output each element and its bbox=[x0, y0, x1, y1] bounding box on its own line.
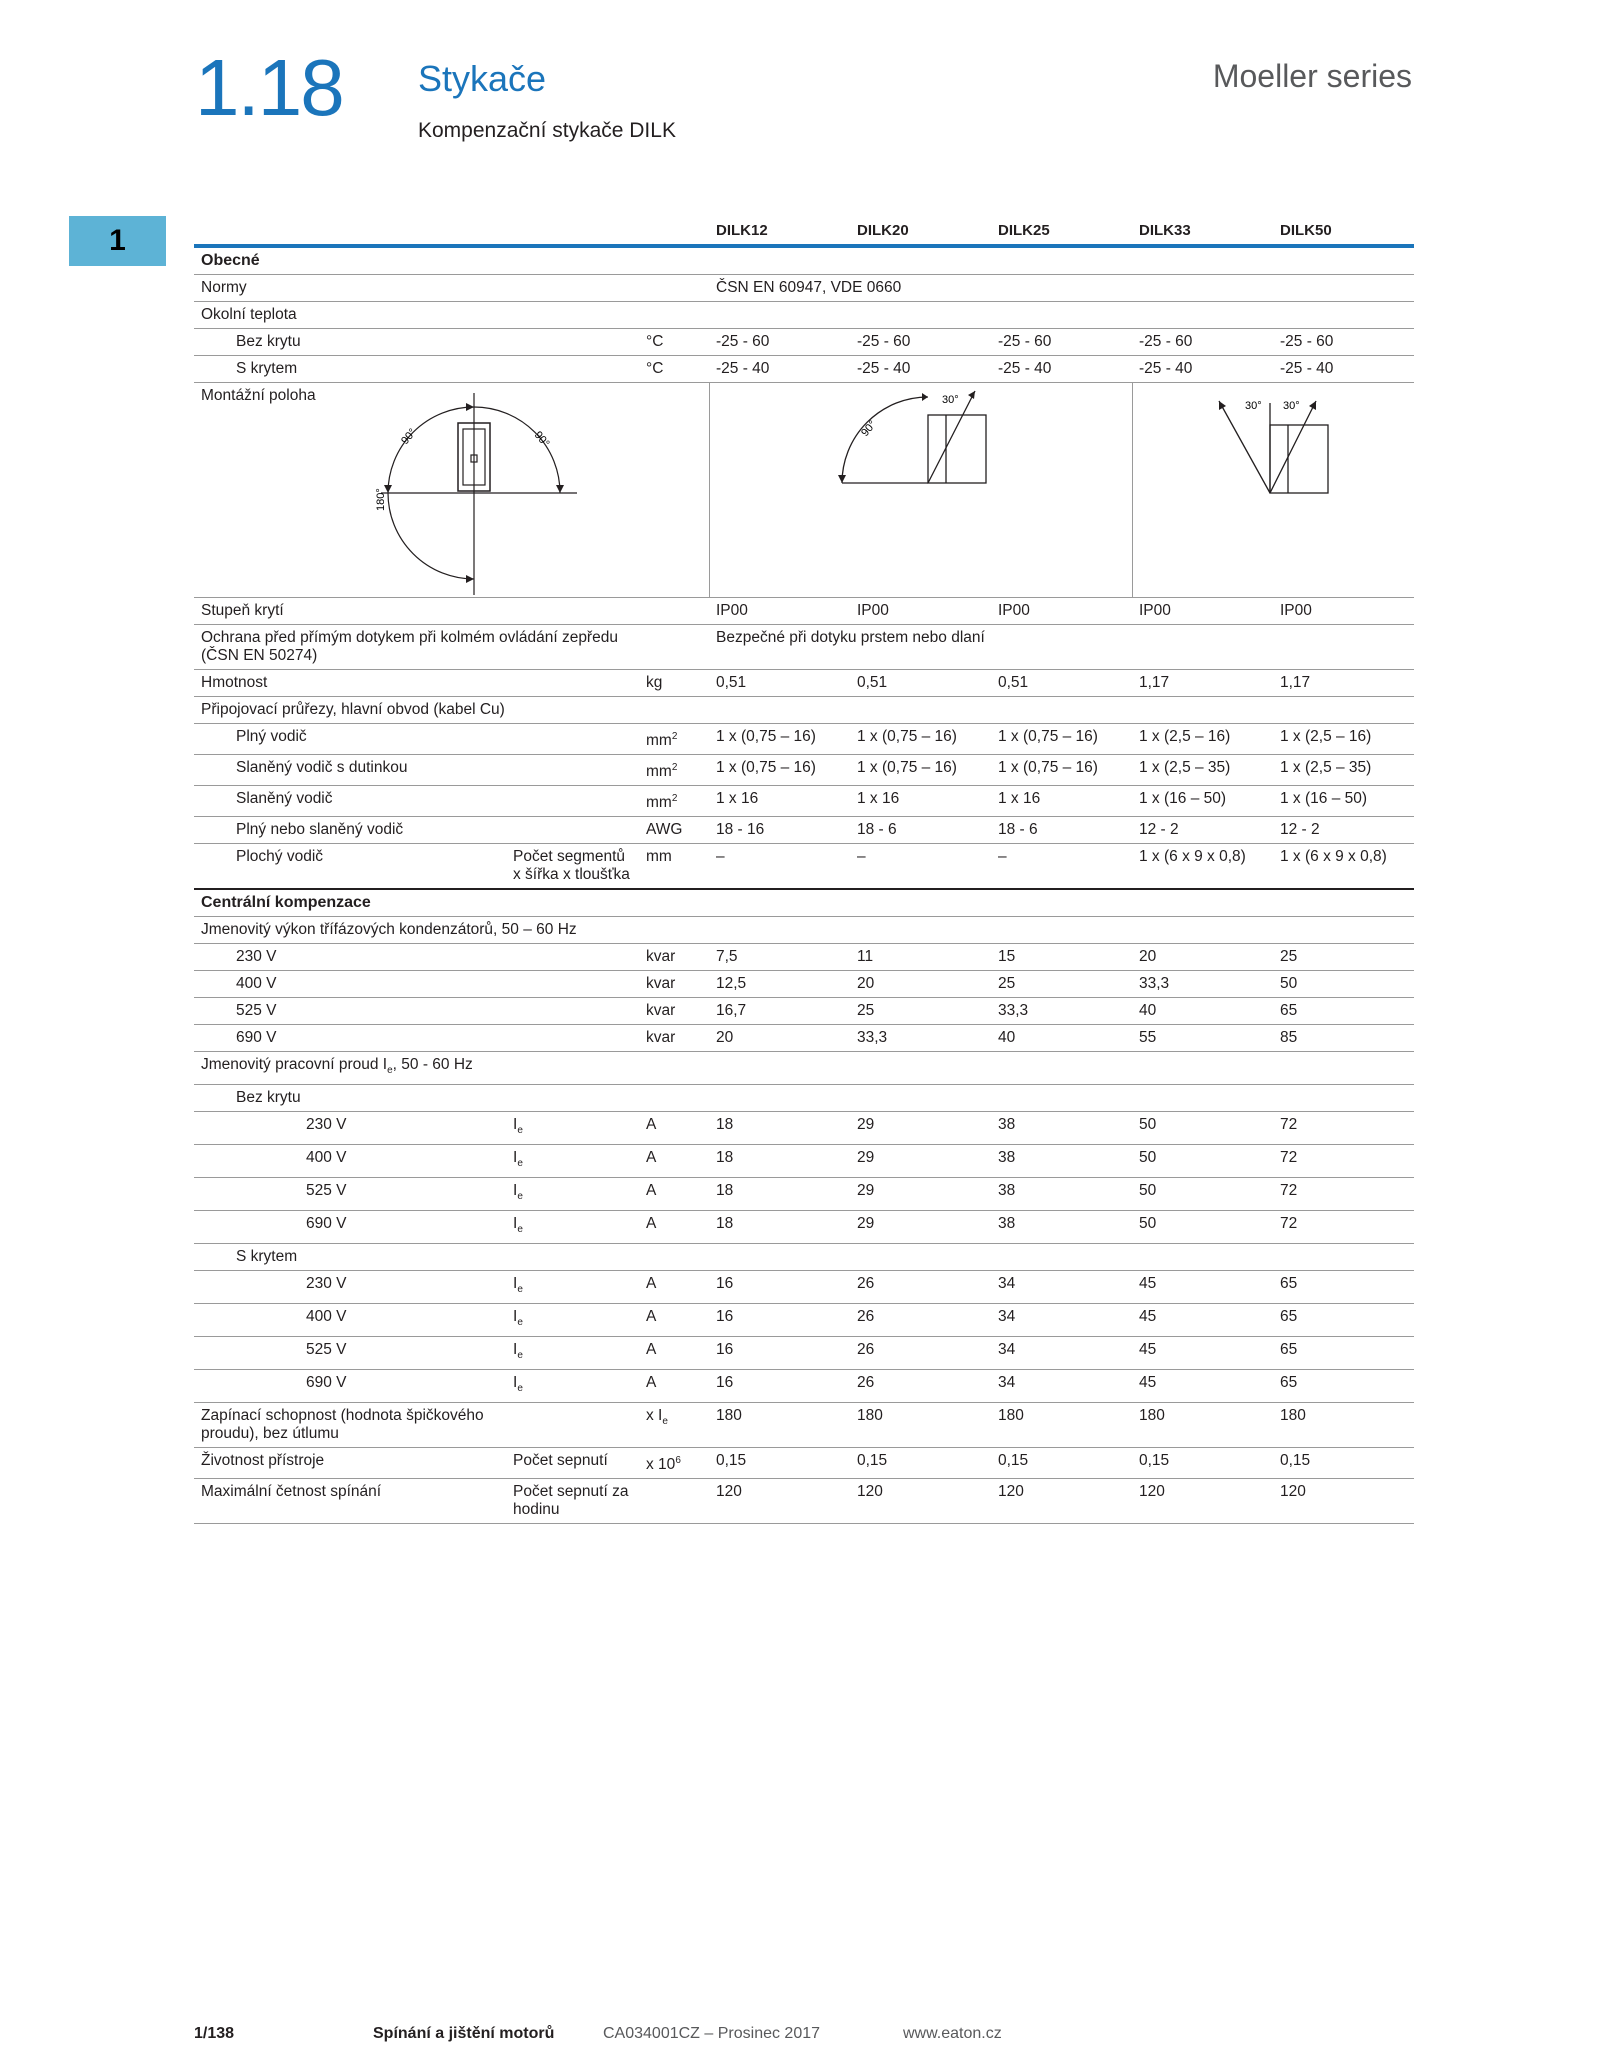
row-label: 230 V bbox=[194, 1271, 506, 1304]
angle-label: 90° bbox=[399, 426, 419, 447]
cell: 55 bbox=[1132, 1025, 1273, 1052]
table-row bbox=[194, 1448, 1414, 1479]
table-row bbox=[194, 1025, 1414, 1052]
cell: – bbox=[991, 844, 1132, 890]
cell: 0,15 bbox=[1273, 1448, 1414, 1479]
chapter-number: 1.18 bbox=[195, 43, 343, 132]
table-row bbox=[194, 302, 1414, 329]
row-label: Okolní teplota bbox=[194, 302, 1414, 329]
mounting-cell bbox=[1132, 383, 1414, 598]
column-header: DILK50 bbox=[1273, 216, 1414, 246]
cell: 1 x (2,5 – 35) bbox=[1273, 755, 1414, 786]
row-symbol: $I_e$ bbox=[506, 1370, 639, 1403]
cell: 1 x (2,5 – 16) bbox=[1132, 724, 1273, 755]
table-row bbox=[194, 356, 1414, 383]
cell: 16 bbox=[709, 1337, 850, 1370]
table-row bbox=[194, 670, 1414, 697]
cell: 38 bbox=[991, 1178, 1132, 1211]
cell: 1 x (6 x 9 x 0,8) bbox=[1273, 844, 1414, 890]
row-unit: A bbox=[639, 1370, 709, 1403]
row-unit: x $I_e$ bbox=[639, 1403, 709, 1448]
cell: -25 - 60 bbox=[1273, 329, 1414, 356]
cell: -25 - 40 bbox=[1273, 356, 1414, 383]
cell: 50 bbox=[1132, 1178, 1273, 1211]
chapter-tab[interactable]: 1 bbox=[69, 216, 166, 266]
section-row bbox=[194, 889, 1414, 917]
cell: 20 bbox=[709, 1025, 850, 1052]
cell: 1 x 16 bbox=[709, 786, 850, 817]
table-row bbox=[194, 1085, 1414, 1112]
cell: 65 bbox=[1273, 1304, 1414, 1337]
cell: 26 bbox=[850, 1370, 991, 1403]
cell: -25 - 40 bbox=[991, 356, 1132, 383]
table-row bbox=[194, 1271, 1414, 1304]
row-unit: A bbox=[639, 1211, 709, 1244]
cell: -25 - 40 bbox=[709, 356, 850, 383]
row-label: Slaněný vodič s dutinkou bbox=[194, 755, 639, 786]
cell: 1 x (6 x 9 x 0,8) bbox=[1132, 844, 1273, 890]
row-label: Plochý vodič bbox=[194, 844, 506, 890]
row-symbol: $I_e$ bbox=[506, 1211, 639, 1244]
cell: 50 bbox=[1132, 1211, 1273, 1244]
row-unit: A bbox=[639, 1304, 709, 1337]
cell: 45 bbox=[1132, 1370, 1273, 1403]
cell: – bbox=[709, 844, 850, 890]
cell: IP00 bbox=[1273, 598, 1414, 625]
row-unit: °C bbox=[639, 356, 709, 383]
cell: 33,3 bbox=[850, 1025, 991, 1052]
cell: 34 bbox=[991, 1337, 1132, 1370]
table-row bbox=[194, 1403, 1414, 1448]
row-label: Bez krytu bbox=[194, 1085, 1414, 1112]
table-row bbox=[194, 1304, 1414, 1337]
cell: 12 - 2 bbox=[1273, 817, 1414, 844]
cell: 1 x (0,75 – 16) bbox=[991, 755, 1132, 786]
cell: 16 bbox=[709, 1271, 850, 1304]
row-label: S krytem bbox=[194, 356, 639, 383]
cell: 120 bbox=[850, 1479, 991, 1524]
cell: 72 bbox=[1273, 1112, 1414, 1145]
cell: IP00 bbox=[1132, 598, 1273, 625]
table-row bbox=[194, 817, 1414, 844]
cell: 26 bbox=[850, 1304, 991, 1337]
table-row bbox=[194, 917, 1414, 944]
row-label: Jmenovitý pracovní proud $I_e$, 50 - 60 Hz bbox=[194, 1052, 1414, 1085]
cell: 1,17 bbox=[1132, 670, 1273, 697]
cell: 16 bbox=[709, 1370, 850, 1403]
cell: 18 bbox=[709, 1178, 850, 1211]
row-label: Životnost přístroje bbox=[194, 1448, 506, 1479]
table-row bbox=[194, 786, 1414, 817]
column-header: DILK12 bbox=[709, 216, 850, 246]
row-label: 525 V bbox=[194, 1178, 506, 1211]
table-row bbox=[194, 724, 1414, 755]
cell: IP00 bbox=[991, 598, 1132, 625]
cell: 120 bbox=[1132, 1479, 1273, 1524]
row-label: S krytem bbox=[194, 1244, 1414, 1271]
row-unit: $mm^2$ bbox=[639, 724, 709, 755]
cell: 180 bbox=[991, 1403, 1132, 1448]
cell: 0,15 bbox=[709, 1448, 850, 1479]
row-unit: kvar bbox=[639, 1025, 709, 1052]
row-label: Hmotnost bbox=[194, 670, 639, 697]
cell: 0,15 bbox=[1132, 1448, 1273, 1479]
cell: 25 bbox=[991, 971, 1132, 998]
row-label: Slaněný vodič bbox=[194, 786, 639, 817]
cell: 1,17 bbox=[1273, 670, 1414, 697]
angle-label: 90° bbox=[531, 429, 552, 450]
row-unit: A bbox=[639, 1337, 709, 1370]
cell: 34 bbox=[991, 1304, 1132, 1337]
table-row bbox=[194, 1211, 1414, 1244]
row-label: 525 V bbox=[194, 998, 639, 1025]
row-unit: kvar bbox=[639, 971, 709, 998]
footer-doc-code: CA034001CZ – Prosinec 2017 bbox=[603, 2025, 821, 2042]
page-subtitle: Kompenzační stykače DILK bbox=[418, 119, 676, 142]
row-label: Normy bbox=[194, 275, 709, 302]
cell: IP00 bbox=[709, 598, 850, 625]
row-note: Počet segmentů x šířka x tloušťka bbox=[506, 844, 639, 890]
cell: 16,7 bbox=[709, 998, 850, 1025]
table-row bbox=[194, 1370, 1414, 1403]
cell: 0,15 bbox=[850, 1448, 991, 1479]
column-header: DILK33 bbox=[1132, 216, 1273, 246]
cell: 38 bbox=[991, 1145, 1132, 1178]
cell: 72 bbox=[1273, 1211, 1414, 1244]
mounting-cell bbox=[194, 383, 709, 598]
cell: 120 bbox=[991, 1479, 1132, 1524]
cell: 11 bbox=[850, 944, 991, 971]
cell: 85 bbox=[1273, 1025, 1414, 1052]
row-unit: °C bbox=[639, 329, 709, 356]
cell: 120 bbox=[1273, 1479, 1414, 1524]
footer-section: Spínání a jištění motorů bbox=[373, 2025, 555, 2042]
mounting-diagram-angle bbox=[1133, 383, 1413, 597]
row-label: Ochrana před přímým dotykem při kolmém ovládání zepředu (ČSN EN 50274) bbox=[194, 625, 709, 670]
row-unit: mm bbox=[639, 844, 709, 890]
row-label: 690 V bbox=[194, 1370, 506, 1403]
mounting-diagram-tilted bbox=[710, 383, 1133, 597]
table-row bbox=[194, 998, 1414, 1025]
cell: 1 x 16 bbox=[991, 786, 1132, 817]
cell: 18 - 6 bbox=[850, 817, 991, 844]
cell: 25 bbox=[1273, 944, 1414, 971]
cell: 33,3 bbox=[1132, 971, 1273, 998]
row-unit: A bbox=[639, 1271, 709, 1304]
spec-table bbox=[194, 216, 1414, 1524]
cell: 20 bbox=[1132, 944, 1273, 971]
angle-label: 30° bbox=[1282, 400, 1300, 412]
cell: -25 - 40 bbox=[1132, 356, 1273, 383]
table-row bbox=[194, 329, 1414, 356]
cell: 38 bbox=[991, 1112, 1132, 1145]
cell: 18 - 16 bbox=[709, 817, 850, 844]
cell: 180 bbox=[1132, 1403, 1273, 1448]
cell: 1 x (2,5 – 35) bbox=[1132, 755, 1273, 786]
cell: 25 bbox=[850, 998, 991, 1025]
row-label: 230 V bbox=[194, 1112, 506, 1145]
cell: 180 bbox=[1273, 1403, 1414, 1448]
cell: 1 x (16 – 50) bbox=[1132, 786, 1273, 817]
cell: 65 bbox=[1273, 1337, 1414, 1370]
cell: 29 bbox=[850, 1112, 991, 1145]
row-label: 690 V bbox=[194, 1025, 639, 1052]
table-row bbox=[194, 625, 1414, 670]
cell: 50 bbox=[1132, 1112, 1273, 1145]
row-label: 525 V bbox=[194, 1337, 506, 1370]
cell: 180 bbox=[709, 1403, 850, 1448]
cell: 1 x (0,75 – 16) bbox=[850, 755, 991, 786]
cell: 15 bbox=[991, 944, 1132, 971]
row-label: Plný vodič bbox=[194, 724, 639, 755]
row-unit: A bbox=[639, 1178, 709, 1211]
row-note: Počet sepnutí bbox=[506, 1448, 639, 1479]
table-header-row bbox=[194, 216, 1414, 246]
cell: -25 - 60 bbox=[1132, 329, 1273, 356]
cell: 1 x (2,5 – 16) bbox=[1273, 724, 1414, 755]
row-unit bbox=[639, 1479, 709, 1524]
table-row bbox=[194, 844, 1414, 890]
row-label: Zapínací schopnost (hodnota špičkového proudu), bez útlumu bbox=[194, 1403, 639, 1448]
mounting-cell bbox=[709, 383, 1132, 598]
row-label: Stupeň krytí bbox=[194, 598, 709, 625]
cell: -25 - 40 bbox=[850, 356, 991, 383]
cell: 72 bbox=[1273, 1178, 1414, 1211]
cell: 12,5 bbox=[709, 971, 850, 998]
row-symbol: $I_e$ bbox=[506, 1112, 639, 1145]
table-row bbox=[194, 598, 1414, 625]
section-title: Obecné bbox=[194, 246, 1414, 275]
row-value: Bezpečné při dotyku prstem nebo dlaní bbox=[709, 625, 1414, 670]
cell: 0,51 bbox=[991, 670, 1132, 697]
cell: 33,3 bbox=[991, 998, 1132, 1025]
row-label: 400 V bbox=[194, 1145, 506, 1178]
cell: 26 bbox=[850, 1271, 991, 1304]
table-row bbox=[194, 1479, 1414, 1524]
table-row bbox=[194, 971, 1414, 998]
row-unit: AWG bbox=[639, 817, 709, 844]
section-title: Centrální kompenzace bbox=[194, 889, 1414, 917]
row-label: Montážní poloha bbox=[201, 387, 316, 404]
footer-website-link[interactable]: www.eaton.cz bbox=[903, 2025, 1002, 2042]
cell: 50 bbox=[1273, 971, 1414, 998]
cell: 29 bbox=[850, 1211, 991, 1244]
cell: 20 bbox=[850, 971, 991, 998]
angle-label: 30° bbox=[1244, 400, 1262, 412]
cell: 72 bbox=[1273, 1145, 1414, 1178]
column-header: DILK25 bbox=[991, 216, 1132, 246]
row-label: 230 V bbox=[194, 944, 639, 971]
cell: 180 bbox=[850, 1403, 991, 1448]
row-unit: kvar bbox=[639, 944, 709, 971]
row-symbol: $I_e$ bbox=[506, 1145, 639, 1178]
cell: 38 bbox=[991, 1211, 1132, 1244]
cell: 50 bbox=[1132, 1145, 1273, 1178]
row-label: 400 V bbox=[194, 971, 639, 998]
cell: 0,51 bbox=[709, 670, 850, 697]
row-label: Plný nebo slaněný vodič bbox=[194, 817, 639, 844]
table-row bbox=[194, 697, 1414, 724]
row-label: Bez krytu bbox=[194, 329, 639, 356]
cell: 1 x (0,75 – 16) bbox=[709, 755, 850, 786]
cell: 1 x (0,75 – 16) bbox=[991, 724, 1132, 755]
cell: 45 bbox=[1132, 1271, 1273, 1304]
row-unit: x $10^6$ bbox=[639, 1448, 709, 1479]
cell: 45 bbox=[1132, 1304, 1273, 1337]
cell: – bbox=[850, 844, 991, 890]
table-row bbox=[194, 275, 1414, 302]
cell: 65 bbox=[1273, 1271, 1414, 1304]
row-unit: A bbox=[639, 1145, 709, 1178]
cell: 29 bbox=[850, 1178, 991, 1211]
row-label: Jmenovitý výkon třífázových kondenzátorů, 50 – 60 Hz bbox=[194, 917, 1414, 944]
cell: 1 x (16 – 50) bbox=[1273, 786, 1414, 817]
row-label: 690 V bbox=[194, 1211, 506, 1244]
row-symbol: $I_e$ bbox=[506, 1178, 639, 1211]
cell: 29 bbox=[850, 1145, 991, 1178]
cell: 65 bbox=[1273, 998, 1414, 1025]
cell: 12 - 2 bbox=[1132, 817, 1273, 844]
row-symbol: $I_e$ bbox=[506, 1337, 639, 1370]
table-row bbox=[194, 944, 1414, 971]
column-header: DILK20 bbox=[850, 216, 991, 246]
row-label: Připojovací průřezy, hlavní obvod (kabel Cu) bbox=[194, 697, 1414, 724]
table-row bbox=[194, 1145, 1414, 1178]
table-row bbox=[194, 1337, 1414, 1370]
cell: 1 x (0,75 – 16) bbox=[850, 724, 991, 755]
cell: 1 x (0,75 – 16) bbox=[709, 724, 850, 755]
series-label: Moeller series bbox=[1212, 58, 1412, 94]
cell: IP00 bbox=[850, 598, 991, 625]
cell: 18 - 6 bbox=[991, 817, 1132, 844]
row-unit: $mm^2$ bbox=[639, 755, 709, 786]
mounting-row bbox=[194, 383, 1414, 598]
table-row bbox=[194, 1244, 1414, 1271]
cell: -25 - 60 bbox=[991, 329, 1132, 356]
cell: 18 bbox=[709, 1145, 850, 1178]
row-unit: $mm^2$ bbox=[639, 786, 709, 817]
row-unit: kvar bbox=[639, 998, 709, 1025]
table-row bbox=[194, 755, 1414, 786]
cell: 26 bbox=[850, 1337, 991, 1370]
cell: 0,51 bbox=[850, 670, 991, 697]
row-note: Počet sepnutí za hodinu bbox=[506, 1479, 639, 1524]
cell: 40 bbox=[991, 1025, 1132, 1052]
cell: 18 bbox=[709, 1211, 850, 1244]
table-row bbox=[194, 1178, 1414, 1211]
angle-label: 90° bbox=[858, 418, 879, 439]
section-row bbox=[194, 246, 1414, 275]
row-label: 400 V bbox=[194, 1304, 506, 1337]
cell: 7,5 bbox=[709, 944, 850, 971]
cell: 1 x 16 bbox=[850, 786, 991, 817]
row-symbol: $I_e$ bbox=[506, 1304, 639, 1337]
row-symbol: $I_e$ bbox=[506, 1271, 639, 1304]
page-title: Stykače bbox=[418, 58, 547, 99]
table-row bbox=[194, 1052, 1414, 1085]
cell: 65 bbox=[1273, 1370, 1414, 1403]
row-label: Maximální četnost spínání bbox=[194, 1479, 506, 1524]
angle-label: 180° bbox=[375, 488, 387, 511]
cell: 34 bbox=[991, 1370, 1132, 1403]
row-unit: A bbox=[639, 1112, 709, 1145]
cell: 120 bbox=[709, 1479, 850, 1524]
angle-label: 30° bbox=[941, 394, 959, 406]
cell: 18 bbox=[709, 1112, 850, 1145]
cell: 45 bbox=[1132, 1337, 1273, 1370]
row-value: ČSN EN 60947, VDE 0660 bbox=[709, 275, 1414, 302]
cell: -25 - 60 bbox=[850, 329, 991, 356]
mounting-diagram-vertical bbox=[194, 383, 714, 597]
cell: 34 bbox=[991, 1271, 1132, 1304]
cell: 0,15 bbox=[991, 1448, 1132, 1479]
row-unit: kg bbox=[639, 670, 709, 697]
cell: 40 bbox=[1132, 998, 1273, 1025]
cell: 16 bbox=[709, 1304, 850, 1337]
table-row bbox=[194, 1112, 1414, 1145]
page-number: 1/138 bbox=[194, 2025, 235, 2042]
cell: -25 - 60 bbox=[709, 329, 850, 356]
